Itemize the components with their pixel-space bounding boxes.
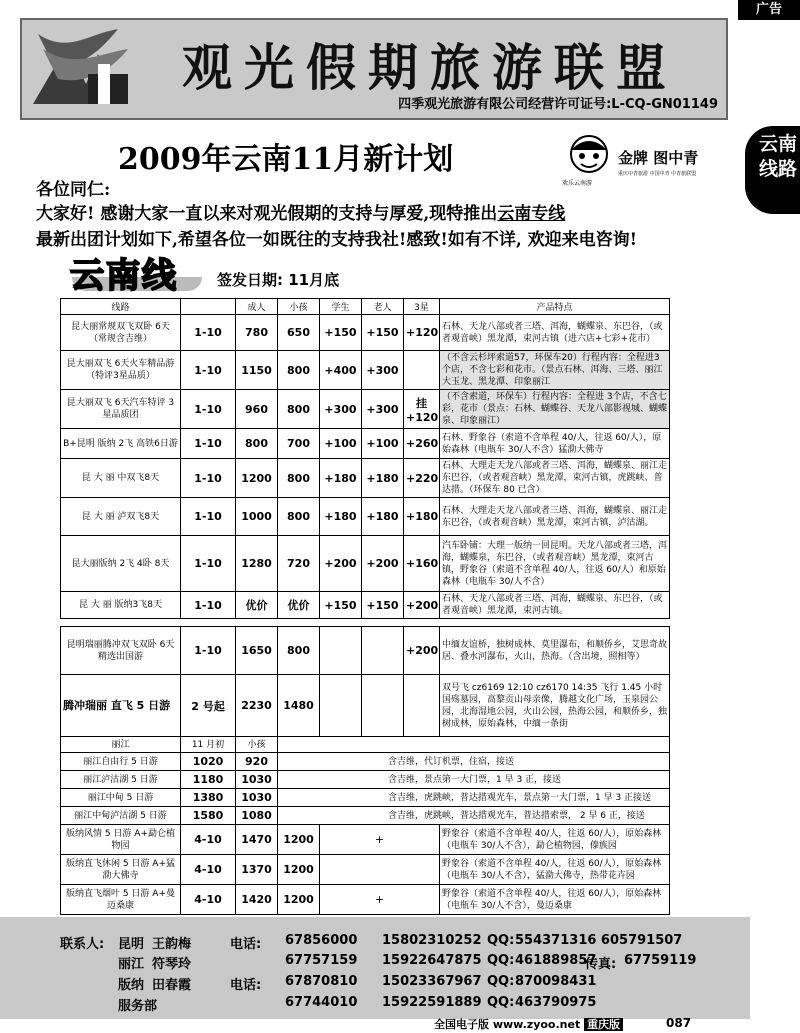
extra-cell: + [320,825,440,855]
adult-price: 优价 [236,592,278,619]
partner-logo [618,147,698,177]
adult-price: 1380 [181,789,236,807]
contacts-label: 联系人: [60,937,105,952]
lijiang-qq-label: QQ: [487,953,515,968]
lijiang-child-header: 小孩 [236,737,278,753]
child-price: 1480 [278,675,320,737]
student-price: +300 [320,390,362,429]
star-price: +260 [404,429,440,459]
student-price: +150 [320,592,362,619]
feature-cell: 石林、野象谷（索道不含单程 40/人，往返 60/人），原始森林（电瓶车 30/人不含）猛泐大佛寺 [440,429,670,459]
ad-tag: 广告 [738,0,800,20]
mascot-caption: 欢乐云南游 [562,180,593,187]
date-cell: 1-10 [181,536,236,592]
date-cell: 4-10 [181,825,236,855]
table-row [61,753,670,771]
student-price [320,675,362,737]
banna-name: 田春霞 [152,978,192,993]
kunming-tel-label: 电话: [230,937,262,952]
kunming-tel-2: 15802310252 [382,933,482,948]
header-senior: 老人 [362,299,404,315]
star-price: +200 [404,592,440,619]
extra-cell [320,855,440,885]
route-cell: 腾冲瑞丽 直飞 5 日游 [61,675,181,737]
date-cell: 1-10 [181,315,236,351]
feature-cell: 含吉维，虎跳峡，普达措观光车，普达措索票， 2 早 6 正，接送 [278,807,670,825]
senior-price [362,627,404,675]
star-price: +120 [404,315,440,351]
star-price: +160 [404,536,440,592]
date-cell: 2 号起 [181,675,236,737]
route-cell: 昆大丽双飞 6天汽车特评 3星品质团 [61,390,181,429]
date-cell: 1-10 [181,627,236,675]
table-row [61,315,670,351]
footer [434,1016,623,1032]
adult-price: 1000 [236,498,278,536]
table-row [61,807,670,825]
intro-line-2: 最新出团计划如下,希望各位一如既往的支持我社!感致!如有不详, 欢迎来电咨询! [36,230,638,250]
feature-cell: 含吉维，虎跳峡，普达措观光车，景点第一大门票，1 早 3 正接送 [278,789,670,807]
table-row [61,771,670,789]
table-spacer [61,619,670,627]
feature-cell: （不含云杉坪索道57，环保车20）行程内容：全程进3个店，不含七彩和花市。（景点石林、洱海、三塔、丽江大玉龙、黑龙潭、印象丽江 [440,351,670,390]
adult-price: 1150 [236,351,278,390]
senior-price: +150 [362,592,404,619]
header-features: 产品特点 [440,299,670,315]
child-price: 800 [278,498,320,536]
service-qq-label: QQ: [487,995,515,1010]
lijiang-header-row [61,737,670,753]
kunming-name: 王韵梅 [152,937,192,952]
student-price: +400 [320,351,362,390]
child-price: 700 [278,429,320,459]
lijiang-tel-1: 67757159 [285,953,358,968]
banner-title: 观光假期旅游联盟 [182,38,678,97]
star-price: +220 [404,459,440,498]
page-number: 087 [666,1016,692,1030]
date-cell: 1-10 [181,429,236,459]
feature-cell: 石林、大理走天龙八部或者三塔、洱海，蝴蝶泉、丽江走东巴谷，（或者观音峡）黑龙潭，束河古镇，泸沽湖。 [440,498,670,536]
lijiang-header-blank [278,737,670,753]
contact-panel [0,917,750,1019]
lijiang-name: 符琴玲 [152,957,192,972]
senior-price [362,675,404,737]
agency-banner [20,18,728,120]
feature-cell: 野象谷（索道不含单程 40/人，往返 60/人），原始森林（电瓶车 30/人不含），曼迈桑康 [440,885,670,915]
intro-highlight: 云南专线 [497,204,566,224]
child-price: 1030 [236,771,278,789]
feature-cell: 双号飞 cz6169 12:10 cz6170 14:35 飞行 1.45 小时国殇墓园，高黎贡山母亲像，腾越文化广场，玉泉园公园，北海湿地公园，火山公园，热海公园，和顺侨乡，独树成林，原始森林，中缅一条街 [440,675,670,737]
header-student: 学生 [320,299,362,315]
itinerary-table [60,298,670,915]
route-cell: 版纳直飞烟叶 5 日游 A+曼迈桑康 [61,885,181,915]
table-row [61,429,670,459]
senior-price: +180 [362,459,404,498]
banna-city: 版纳 [118,978,145,993]
fax-number: 67759119 [624,953,697,968]
table-row [61,390,670,429]
issue-date: 签发日期: 11月底 [217,271,340,289]
star-price [404,351,440,390]
feature-cell: 野象谷（索道不含单程 40/人，往返 60/人），原始森林（电瓶车 30/人不含），猛泐大佛寺，热带花卉园 [440,855,670,885]
table-row [61,789,670,807]
table-row [61,675,670,737]
adult-price: 800 [236,429,278,459]
header-adult: 成人 [236,299,278,315]
adult-price: 1180 [181,771,236,789]
table-row [61,536,670,592]
yunnan-logo: 云南线 [70,256,178,296]
banna-tel-1: 67870810 [285,974,358,989]
header-child: 小孩 [278,299,320,315]
header-route: 线路 [61,299,181,315]
adult-price: 1580 [181,807,236,825]
route-cell: 昆大丽版纳 2飞 4卧 8天 [61,536,181,592]
child-price: 800 [278,627,320,675]
adult-price: 1020 [181,753,236,771]
mascot-icon [565,132,613,180]
route-cell: 丽江泸沽湖 5 日游 [61,771,181,789]
license-number: 四季观光旅游有限公司经营许可证号:L-CQ-GN01149 [398,97,718,112]
route-cell: 丽江中甸 5 日游 [61,789,181,807]
banna-qq: 870098431 [515,974,597,989]
spacer-cell [61,619,670,627]
route-cell: B+昆明 版纳 2飞 高铁6日游 [61,429,181,459]
child-price: 920 [236,753,278,771]
table-row [61,498,670,536]
star-price: +200 [404,627,440,675]
table-row [61,825,670,855]
route-cell: 昆 大 丽 泸双飞8天 [61,498,181,536]
star-price [404,675,440,737]
route-cell: 昆明瑞丽腾冲双飞双卧 6天 精选出国游 [61,627,181,675]
adult-price: 1280 [236,536,278,592]
kunming-city: 昆明 [118,937,145,952]
page-title: 2009年云南11月新计划 [118,142,454,177]
footer-edition: 重庆版 [584,1018,623,1031]
partner-name: 金牌 图中青 [618,149,699,167]
feature-cell: （不含索道，环保车）行程内容：全程进 3个店，不含七彩，花市（景点：石林、蝴蝶谷、天龙八部影视城、蝴蝶泉、印象丽江） [440,390,670,429]
agency-logo-icon [28,24,158,110]
banna-qq-label: QQ: [487,974,515,989]
student-price: +100 [320,429,362,459]
child-price: 720 [278,536,320,592]
student-price: +180 [320,459,362,498]
banna-tel-label: 电话: [230,978,262,993]
star-price: 挂 +120 [404,390,440,429]
child-price: 800 [278,459,320,498]
lijiang-date-header: 11 月初 [181,737,236,753]
intro-line-1 [36,199,565,224]
feature-cell: 汽车卧铺：大理一版纳一回昆明。天龙八部或者三塔，洱海，蝴蝶泉，东巴谷，（或者观音峡）黑龙潭，束河古镇，野象谷（索道不含单程 40/人，往返 60/人）和原始森林（电瓶车 30/人不含） [440,536,670,592]
senior-price: +300 [362,390,404,429]
route-cell: 丽江自由行 5 日游 [61,753,181,771]
adult-price: 1200 [236,459,278,498]
adult-price: 1420 [236,885,278,915]
table-row [61,855,670,885]
route-cell: 昆大丽常规双飞双卧 6天（常规含吉维） [61,315,181,351]
table-row [61,627,670,675]
route-cell: 昆 大 丽 中双飞8天 [61,459,181,498]
child-price: 优价 [278,592,320,619]
adult-price: 1470 [236,825,278,855]
kunming-tel-1: 67856000 [285,933,358,948]
service-tel-1: 67744010 [285,995,358,1010]
lijiang-qq: 461889857 [515,953,597,968]
date-cell: 1-10 [181,459,236,498]
greeting: 各位同仁: [36,180,111,200]
fax-label: 传真: [585,957,617,972]
feature-cell: 含吉维，代订机票，住宿，接送 [278,753,670,771]
child-price: 800 [278,351,320,390]
feature-cell: 石林、大理走天龙八部或者三塔、洱海，蝴蝶泉、丽江走东巴谷，（或者观音峡）黑龙潭，束河古镇，虎跳峡、普达措。（环保车 80 已含） [440,459,670,498]
date-cell: 1-10 [181,351,236,390]
adult-price: 780 [236,315,278,351]
child-price: 1080 [236,807,278,825]
lijiang-city: 丽江 [118,957,145,972]
child-price: 650 [278,315,320,351]
feature-cell: 石林、天龙八部或者三塔、洱海，蝴蝶泉、东巴谷，（或者观音峡）黑龙潭，束河古镇。 [440,592,670,619]
feature-cell: 石林、天龙八部或者三塔、洱海，蝴蝶泉、东巴谷，（或者观音峡）黑龙潭，束河古镇（进六店+七彩+花市） [440,315,670,351]
footer-site: 全国电子版 www.zyoo.net [434,1018,581,1031]
senior-price: +150 [362,315,404,351]
route-cell: 昆 大 丽 版纳3飞8天 [61,592,181,619]
date-cell: 4-10 [181,855,236,885]
lijiang-title: 丽江 [61,737,181,753]
kunming-qq-label: QQ: [487,933,515,948]
route-cell: 昆大丽双飞 6天火车精品游（特评3星品质） [61,351,181,390]
child-price: 1030 [236,789,278,807]
table-header-row [61,299,670,315]
adult-price: 2230 [236,675,278,737]
child-price: 800 [278,390,320,429]
extra-cell: + [320,885,440,915]
date-cell: 1-10 [181,390,236,429]
feature-cell: 野象谷（索道不含单程 40/人，往返 60/人），原始森林（电瓶车 30/人不含），勐仑植物园，傣族园 [440,825,670,855]
lijiang-tel-2: 15922647875 [382,953,482,968]
student-price: +200 [320,536,362,592]
child-price: 1200 [278,825,320,855]
partner-subtitle: 重庆中青旅游 中国中青 中青旅联盟 [618,171,697,177]
star-price: +180 [404,498,440,536]
date-cell: 1-10 [181,498,236,536]
route-cell: 版纳直飞休闲 5 日游 A+猛泐大佛寺 [61,855,181,885]
header-3star: 3星 [404,299,440,315]
route-cell: 丽江中甸泸沽湖 5 日游 [61,807,181,825]
student-price: +180 [320,498,362,536]
adult-price: 1370 [236,855,278,885]
service-tel-2: 15922591889 [382,995,482,1010]
feature-cell: 含吉维，景点第一大门票，1 早 3 正，接送 [278,771,670,789]
feature-cell: 中缅友谊桥，独树成林、莫里瀑布，和顺侨乡，艾思奇故居、叠水河瀑布，火山，热海。（含出境，照相等） [440,627,670,675]
student-price: +150 [320,315,362,351]
header-blank [181,299,236,315]
child-price: 1200 [278,855,320,885]
banna-tel-2: 15023367967 [382,974,482,989]
table-row [61,885,670,915]
adult-price: 1650 [236,627,278,675]
senior-price: +200 [362,536,404,592]
route-cell: 版纳风情 5 日游 A+勐仑植物园 [61,825,181,855]
section-tab: 云南线路 [745,126,800,214]
service-qq: 463790975 [515,995,597,1010]
kunming-qq: 554371316 605791507 [515,933,683,948]
table-row [61,459,670,498]
adult-price: 960 [236,390,278,429]
student-price [320,627,362,675]
intro-text: 大家好! 感谢大家一直以来对观光假期的支持与厚爱,现特推出 [36,204,498,224]
table-row [61,592,670,619]
senior-price: +100 [362,429,404,459]
service-dept: 服务部 [118,999,158,1014]
senior-price: +180 [362,498,404,536]
date-cell: 4-10 [181,885,236,915]
table-row [61,351,670,390]
child-price: 1200 [278,885,320,915]
date-cell: 1-10 [181,592,236,619]
senior-price: +300 [362,351,404,390]
